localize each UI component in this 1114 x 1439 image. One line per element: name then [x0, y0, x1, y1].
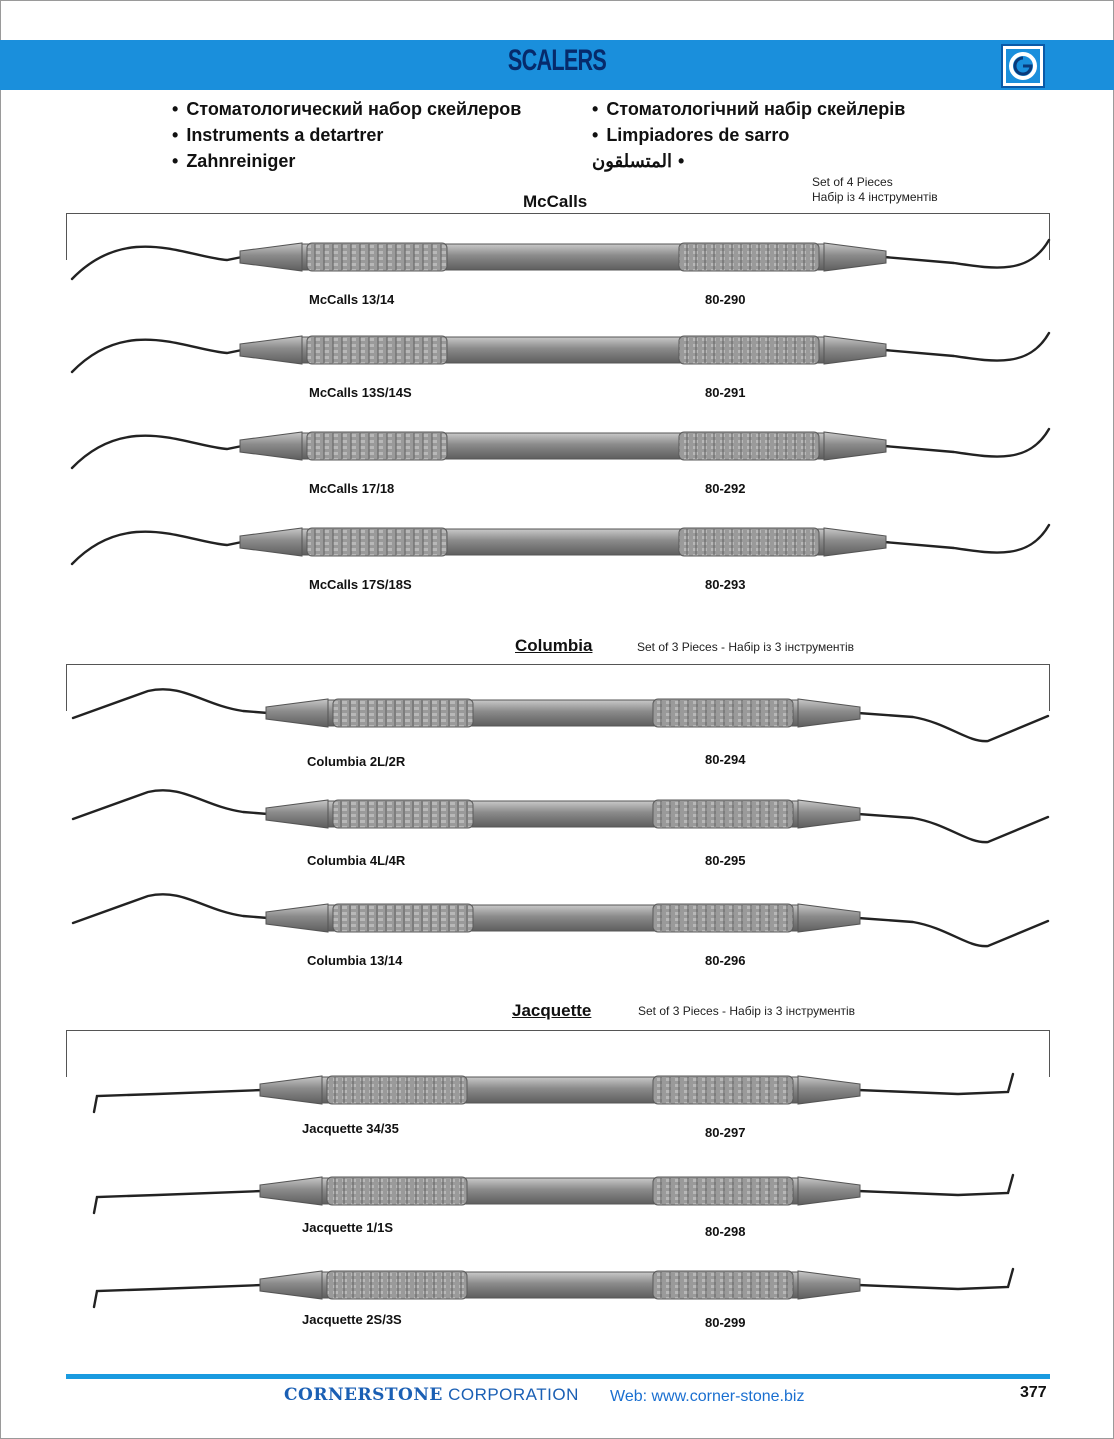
scaler-instrument-image — [0, 1060, 1114, 1120]
instrument-code: 80-290 — [705, 292, 746, 307]
footer-web-link[interactable]: Web: www.corner-stone.biz — [610, 1388, 805, 1405]
footer-divider — [66, 1374, 1050, 1379]
scaler-instrument-image — [0, 888, 1114, 948]
cornerstone-logo-icon — [1001, 44, 1045, 88]
instrument-name: Columbia 4L/4R — [307, 853, 406, 868]
instrument-code: 80-293 — [705, 577, 746, 592]
instrument-name: Jacquette 1/1S — [302, 1220, 394, 1235]
page-number: 377 — [1020, 1384, 1047, 1401]
language-item: • Instruments a detartrer — [172, 125, 384, 145]
scaler-instrument-image — [0, 683, 1114, 743]
instrument-name: McCalls 17S/18S — [309, 577, 412, 592]
instrument-code: 80-292 — [705, 481, 746, 496]
language-item: • Zahnreiniger — [172, 151, 296, 171]
instrument-name: McCalls 13/14 — [309, 292, 395, 307]
set-note-columbia: Set of 3 Pieces - Набір із 3 інструментів — [637, 640, 855, 654]
scaler-instrument-image — [0, 784, 1114, 844]
instrument-code: 80-298 — [705, 1224, 746, 1239]
set-note-jacquette: Set of 3 Pieces - Набір із 3 інструментів — [638, 1004, 856, 1018]
instrument-code: 80-294 — [705, 752, 746, 767]
language-item: المتسلقون • — [592, 151, 685, 171]
language-item: • Стоматологический набор скейлеров — [172, 99, 522, 119]
set-note-mccalls: Set of 4 Pieces Набір із 4 інструментів — [812, 175, 938, 204]
language-list-left — [172, 96, 521, 174]
language-item: • Стоматологічний набір скейлерів — [592, 99, 906, 119]
language-item: • Limpiadores de sarro — [592, 125, 790, 145]
instrument-name: McCalls 13S/14S — [309, 385, 412, 400]
instrument-name: Jacquette 2S/3S — [302, 1312, 402, 1327]
language-list-right — [592, 96, 905, 174]
section-title-jacquette: Jacquette — [512, 1001, 592, 1020]
instrument-code: 80-291 — [705, 385, 746, 400]
page-title: SCALERS — [507, 44, 607, 77]
scaler-instrument-image — [0, 227, 1114, 287]
instrument-code: 80-299 — [705, 1315, 746, 1330]
scaler-instrument-image — [0, 1161, 1114, 1221]
instrument-code: 80-296 — [705, 953, 746, 968]
instrument-name: McCalls 17/18 — [309, 481, 395, 496]
scaler-instrument-image — [0, 512, 1114, 572]
instrument-name: Columbia 13/14 — [307, 953, 403, 968]
footer-company: CORNERSTONE CORPORATION — [284, 1385, 579, 1405]
instrument-code: 80-295 — [705, 853, 746, 868]
scaler-instrument-image — [0, 1255, 1114, 1315]
instrument-name: Columbia 2L/2R — [307, 754, 406, 769]
instrument-code: 80-297 — [705, 1125, 746, 1140]
scaler-instrument-image — [0, 320, 1114, 380]
section-title-columbia: Columbia — [515, 636, 593, 655]
section-title-mccalls: McCalls — [523, 192, 588, 211]
instrument-name: Jacquette 34/35 — [302, 1121, 399, 1136]
scaler-instrument-image — [0, 416, 1114, 476]
